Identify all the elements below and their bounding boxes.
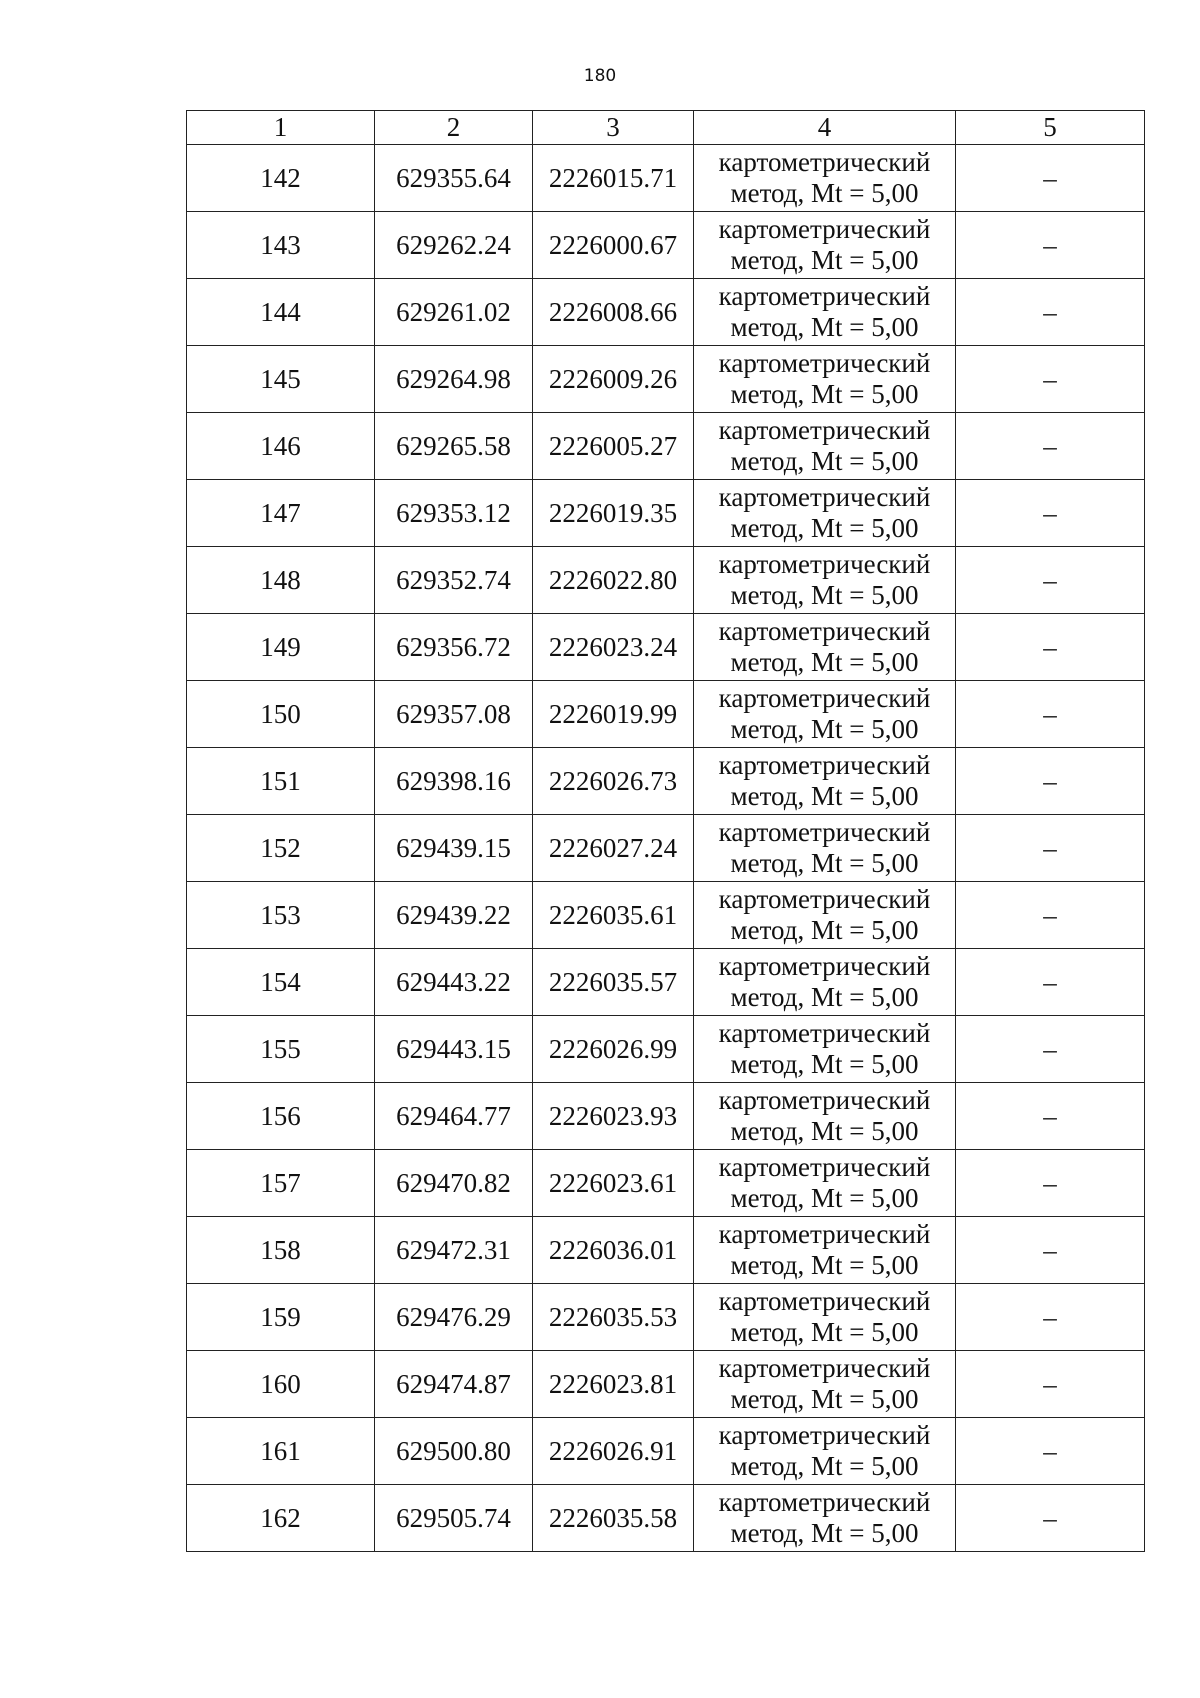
table-body [187,145,1145,1552]
column-header-5: 5 [956,111,1145,145]
method-line-2: метод, Mt = 5,00 [730,446,919,476]
method-line-2: метод, Mt = 5,00 [730,1049,919,1079]
table-row [187,145,1145,212]
method-line-2: метод, Mt = 5,00 [730,1384,919,1414]
x-coordinate-cell: 629474.87 [375,1351,533,1418]
point-number-cell: 157 [187,1150,375,1217]
method-cell [694,1284,956,1351]
table-row [187,882,1145,949]
note-cell: – [956,212,1145,279]
note-cell: – [956,815,1145,882]
method-line-1: картометрический [718,884,931,914]
method-line-2: метод, Mt = 5,00 [730,379,919,409]
table-header-row [187,111,1145,145]
note-cell: – [956,748,1145,815]
method-line-1: картометрический [718,1152,931,1182]
method-cell [694,748,956,815]
method-line-1: картометрический [718,750,931,780]
y-coordinate-cell: 2226026.91 [533,1418,694,1485]
method-line-2: метод, Mt = 5,00 [730,1116,919,1146]
point-number-cell: 159 [187,1284,375,1351]
method-line-2: метод, Mt = 5,00 [730,982,919,1012]
method-line-1: картометрический [718,1085,931,1115]
table-row [187,1150,1145,1217]
method-line-1: картометрический [718,616,931,646]
method-cell [694,1485,956,1552]
method-line-1: картометрический [718,415,931,445]
note-cell: – [956,279,1145,346]
table-row [187,1217,1145,1284]
method-cell [694,1217,956,1284]
x-coordinate-cell: 629264.98 [375,346,533,413]
x-coordinate-cell: 629356.72 [375,614,533,681]
y-coordinate-cell: 2226008.66 [533,279,694,346]
method-cell [694,547,956,614]
x-coordinate-cell: 629261.02 [375,279,533,346]
point-number-cell: 153 [187,882,375,949]
point-number-cell: 154 [187,949,375,1016]
method-line-2: метод, Mt = 5,00 [730,714,919,744]
method-cell [694,681,956,748]
method-cell [694,1150,956,1217]
note-cell: – [956,1284,1145,1351]
method-line-2: метод, Mt = 5,00 [730,312,919,342]
method-line-2: метод, Mt = 5,00 [730,245,919,275]
note-cell: – [956,1150,1145,1217]
y-coordinate-cell: 2226005.27 [533,413,694,480]
table-row [187,413,1145,480]
point-number-cell: 162 [187,1485,375,1552]
table-row [187,614,1145,681]
y-coordinate-cell: 2226036.01 [533,1217,694,1284]
y-coordinate-cell: 2226023.93 [533,1083,694,1150]
table-row [187,681,1145,748]
table-row [187,815,1145,882]
y-coordinate-cell: 2226009.26 [533,346,694,413]
x-coordinate-cell: 629398.16 [375,748,533,815]
column-header-2: 2 [375,111,533,145]
method-line-2: метод, Mt = 5,00 [730,580,919,610]
point-number-cell: 151 [187,748,375,815]
point-number-cell: 142 [187,145,375,212]
x-coordinate-cell: 629464.77 [375,1083,533,1150]
method-line-2: метод, Mt = 5,00 [730,1317,919,1347]
x-coordinate-cell: 629353.12 [375,480,533,547]
y-coordinate-cell: 2226000.67 [533,212,694,279]
note-cell: – [956,1217,1145,1284]
method-cell [694,1016,956,1083]
method-line-2: метод, Mt = 5,00 [730,513,919,543]
y-coordinate-cell: 2226023.24 [533,614,694,681]
method-line-1: картометрический [718,482,931,512]
note-cell: – [956,614,1145,681]
note-cell: – [956,949,1145,1016]
x-coordinate-cell: 629262.24 [375,212,533,279]
x-coordinate-cell: 629505.74 [375,1485,533,1552]
method-line-2: метод, Mt = 5,00 [730,1183,919,1213]
x-coordinate-cell: 629439.15 [375,815,533,882]
y-coordinate-cell: 2226023.81 [533,1351,694,1418]
table-row [187,1485,1145,1552]
page-number: 180 [583,66,617,86]
method-cell [694,614,956,681]
x-coordinate-cell: 629470.82 [375,1150,533,1217]
note-cell: – [956,1418,1145,1485]
note-cell: – [956,480,1145,547]
method-cell [694,346,956,413]
method-cell [694,145,956,212]
table-row [187,480,1145,547]
method-line-1: картометрический [718,951,931,981]
table-row [187,1351,1145,1418]
table-row [187,212,1145,279]
method-line-1: картометрический [718,281,931,311]
y-coordinate-cell: 2226022.80 [533,547,694,614]
y-coordinate-cell: 2226035.61 [533,882,694,949]
method-line-1: картометрический [718,549,931,579]
method-line-1: картометрический [718,214,931,244]
method-line-2: метод, Mt = 5,00 [730,848,919,878]
method-line-1: картометрический [718,683,931,713]
table-row [187,346,1145,413]
note-cell: – [956,882,1145,949]
y-coordinate-cell: 2226035.58 [533,1485,694,1552]
method-cell [694,815,956,882]
point-number-cell: 147 [187,480,375,547]
method-line-2: метод, Mt = 5,00 [730,1451,919,1481]
method-cell [694,212,956,279]
point-number-cell: 146 [187,413,375,480]
note-cell: – [956,1351,1145,1418]
method-line-2: метод, Mt = 5,00 [730,915,919,945]
x-coordinate-cell: 629355.64 [375,145,533,212]
point-number-cell: 158 [187,1217,375,1284]
method-line-2: метод, Mt = 5,00 [730,178,919,208]
coordinates-table [186,110,1145,1552]
x-coordinate-cell: 629500.80 [375,1418,533,1485]
x-coordinate-cell: 629352.74 [375,547,533,614]
note-cell: – [956,1485,1145,1552]
table-row [187,748,1145,815]
y-coordinate-cell: 2226019.35 [533,480,694,547]
method-cell [694,413,956,480]
note-cell: – [956,145,1145,212]
method-line-1: картометрический [718,1219,931,1249]
note-cell: – [956,413,1145,480]
method-cell [694,949,956,1016]
x-coordinate-cell: 629443.15 [375,1016,533,1083]
y-coordinate-cell: 2226035.53 [533,1284,694,1351]
method-line-2: метод, Mt = 5,00 [730,781,919,811]
y-coordinate-cell: 2226035.57 [533,949,694,1016]
y-coordinate-cell: 2226026.99 [533,1016,694,1083]
method-line-1: картометрический [718,348,931,378]
x-coordinate-cell: 629357.08 [375,681,533,748]
method-cell [694,279,956,346]
note-cell: – [956,346,1145,413]
note-cell: – [956,1016,1145,1083]
x-coordinate-cell: 629439.22 [375,882,533,949]
x-coordinate-cell: 629443.22 [375,949,533,1016]
note-cell: – [956,1083,1145,1150]
point-number-cell: 145 [187,346,375,413]
y-coordinate-cell: 2226026.73 [533,748,694,815]
method-line-1: картометрический [718,1018,931,1048]
point-number-cell: 156 [187,1083,375,1150]
note-cell: – [956,547,1145,614]
table-row [187,1016,1145,1083]
table-row [187,279,1145,346]
table-row [187,1083,1145,1150]
table-row [187,547,1145,614]
method-cell [694,1418,956,1485]
point-number-cell: 160 [187,1351,375,1418]
method-line-1: картометрический [718,1286,931,1316]
point-number-cell: 150 [187,681,375,748]
method-line-1: картометрический [718,1420,931,1450]
y-coordinate-cell: 2226027.24 [533,815,694,882]
method-cell [694,480,956,547]
table-row [187,1418,1145,1485]
method-line-2: метод, Mt = 5,00 [730,647,919,677]
point-number-cell: 149 [187,614,375,681]
table-row [187,949,1145,1016]
method-line-2: метод, Mt = 5,00 [730,1518,919,1548]
point-number-cell: 155 [187,1016,375,1083]
point-number-cell: 143 [187,212,375,279]
point-number-cell: 161 [187,1418,375,1485]
x-coordinate-cell: 629472.31 [375,1217,533,1284]
column-header-1: 1 [187,111,375,145]
method-cell [694,882,956,949]
method-line-1: картометрический [718,147,931,177]
x-coordinate-cell: 629265.58 [375,413,533,480]
y-coordinate-cell: 2226023.61 [533,1150,694,1217]
method-cell [694,1083,956,1150]
point-number-cell: 148 [187,547,375,614]
table-row [187,1284,1145,1351]
method-line-2: метод, Mt = 5,00 [730,1250,919,1280]
column-header-3: 3 [533,111,694,145]
point-number-cell: 152 [187,815,375,882]
note-cell: – [956,681,1145,748]
x-coordinate-cell: 629476.29 [375,1284,533,1351]
y-coordinate-cell: 2226019.99 [533,681,694,748]
method-line-1: картометрический [718,1353,931,1383]
y-coordinate-cell: 2226015.71 [533,145,694,212]
method-cell [694,1351,956,1418]
method-line-1: картометрический [718,1487,931,1517]
column-header-4: 4 [694,111,956,145]
point-number-cell: 144 [187,279,375,346]
method-line-1: картометрический [718,817,931,847]
